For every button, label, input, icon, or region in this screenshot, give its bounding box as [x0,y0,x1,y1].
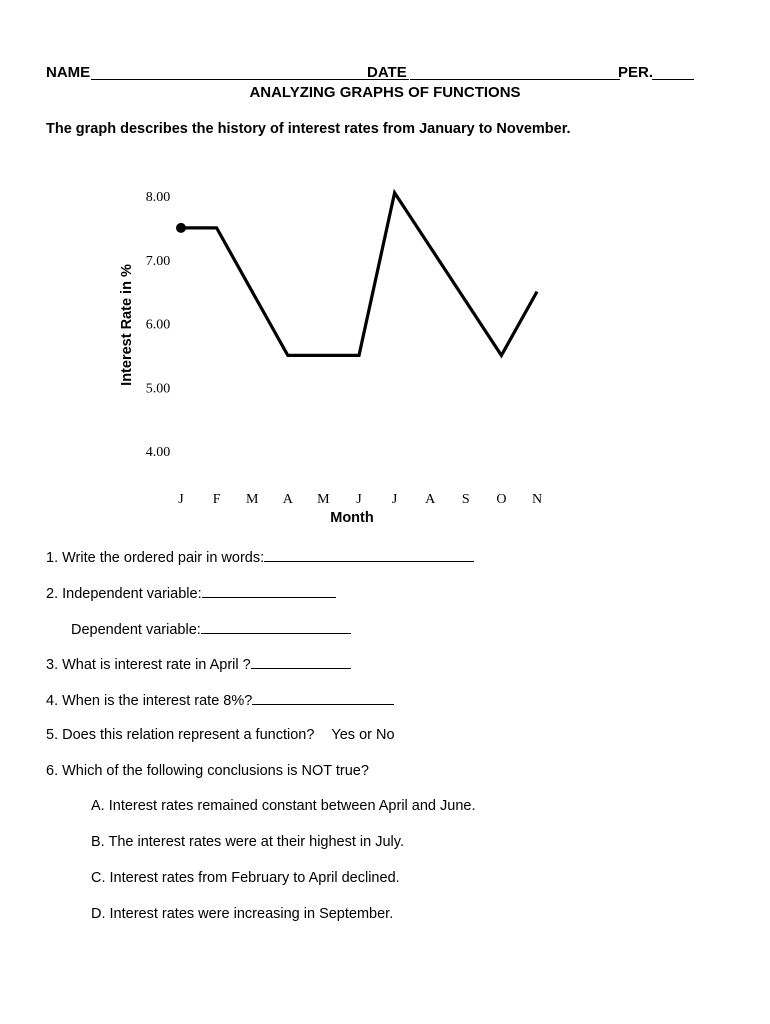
x-tick-label: F [212,492,221,507]
x-tick-labels [178,492,542,507]
question-4-answer-field[interactable] [252,691,394,705]
x-tick-label: O [496,492,507,507]
question-1-answer-field[interactable] [264,548,474,562]
question-3-text: 3. What is interest rate in April ? [46,657,251,673]
x-axis-title: Month [330,510,374,526]
x-tick-label: J [178,492,184,507]
question-5-options[interactable]: Yes or No [331,727,395,743]
question-3-answer-field[interactable] [251,655,351,669]
x-tick-label: A [425,492,436,507]
period-label: PER. [618,64,654,81]
series-interest-rate [176,193,537,356]
x-tick-label: N [531,492,543,507]
question-5 [46,727,395,743]
question-5-text: 5. Does this relation represent a function? [46,727,315,743]
question-2b-answer-field[interactable] [201,620,351,634]
question-1-text: 1. Write the ordered pair in words: [46,550,265,566]
y-tick-label: 7.00 [145,253,171,269]
x-tick-label: M [317,492,330,507]
worksheet-title: ANALYZING GRAPHS OF FUNCTIONS [249,84,521,101]
question-2-answer-field[interactable] [202,584,336,598]
x-tick-label: M [245,492,259,507]
date-label: DATE [367,64,407,81]
y-tick-labels [146,190,171,460]
name-label: NAME [46,64,91,81]
y-axis-title: Interest Rate in % [119,264,135,386]
x-tick-label: S [461,492,470,507]
x-tick-label: J [391,492,398,507]
interest-rate-line [181,193,537,356]
x-tick-label: J [356,492,362,507]
question-2 [46,584,336,602]
question-2b-text: Dependent variable: [71,622,201,638]
question-2-text: 2. Independent variable: [46,586,202,602]
option-c[interactable]: C. Interest rates from February to April declined. [91,870,400,886]
x-tick-label: A [282,492,293,507]
start-point-marker [176,223,186,233]
question-2b [71,620,351,638]
intro-text: The graph describes the history of interest rates from January to November. [46,121,571,137]
question-3 [46,655,351,673]
question-1 [46,548,474,566]
y-tick-label: 6.00 [145,317,171,333]
y-tick-label: 5.00 [145,381,171,397]
option-a[interactable]: A. Interest rates remained constant between April and June. [91,798,476,814]
option-b[interactable]: B. The interest rates were at their highest in July. [91,834,404,850]
question-6 [46,763,369,779]
y-tick-label: 4.00 [145,445,171,460]
option-d[interactable]: D. Interest rates were increasing in September. [91,906,394,922]
y-tick-label: 8.00 [145,190,171,205]
question-4-text: 4. When is the interest rate 8%? [46,693,253,709]
question-4 [46,691,394,709]
question-6-text: 6. Which of the following conclusions is NOT true? [46,763,369,779]
